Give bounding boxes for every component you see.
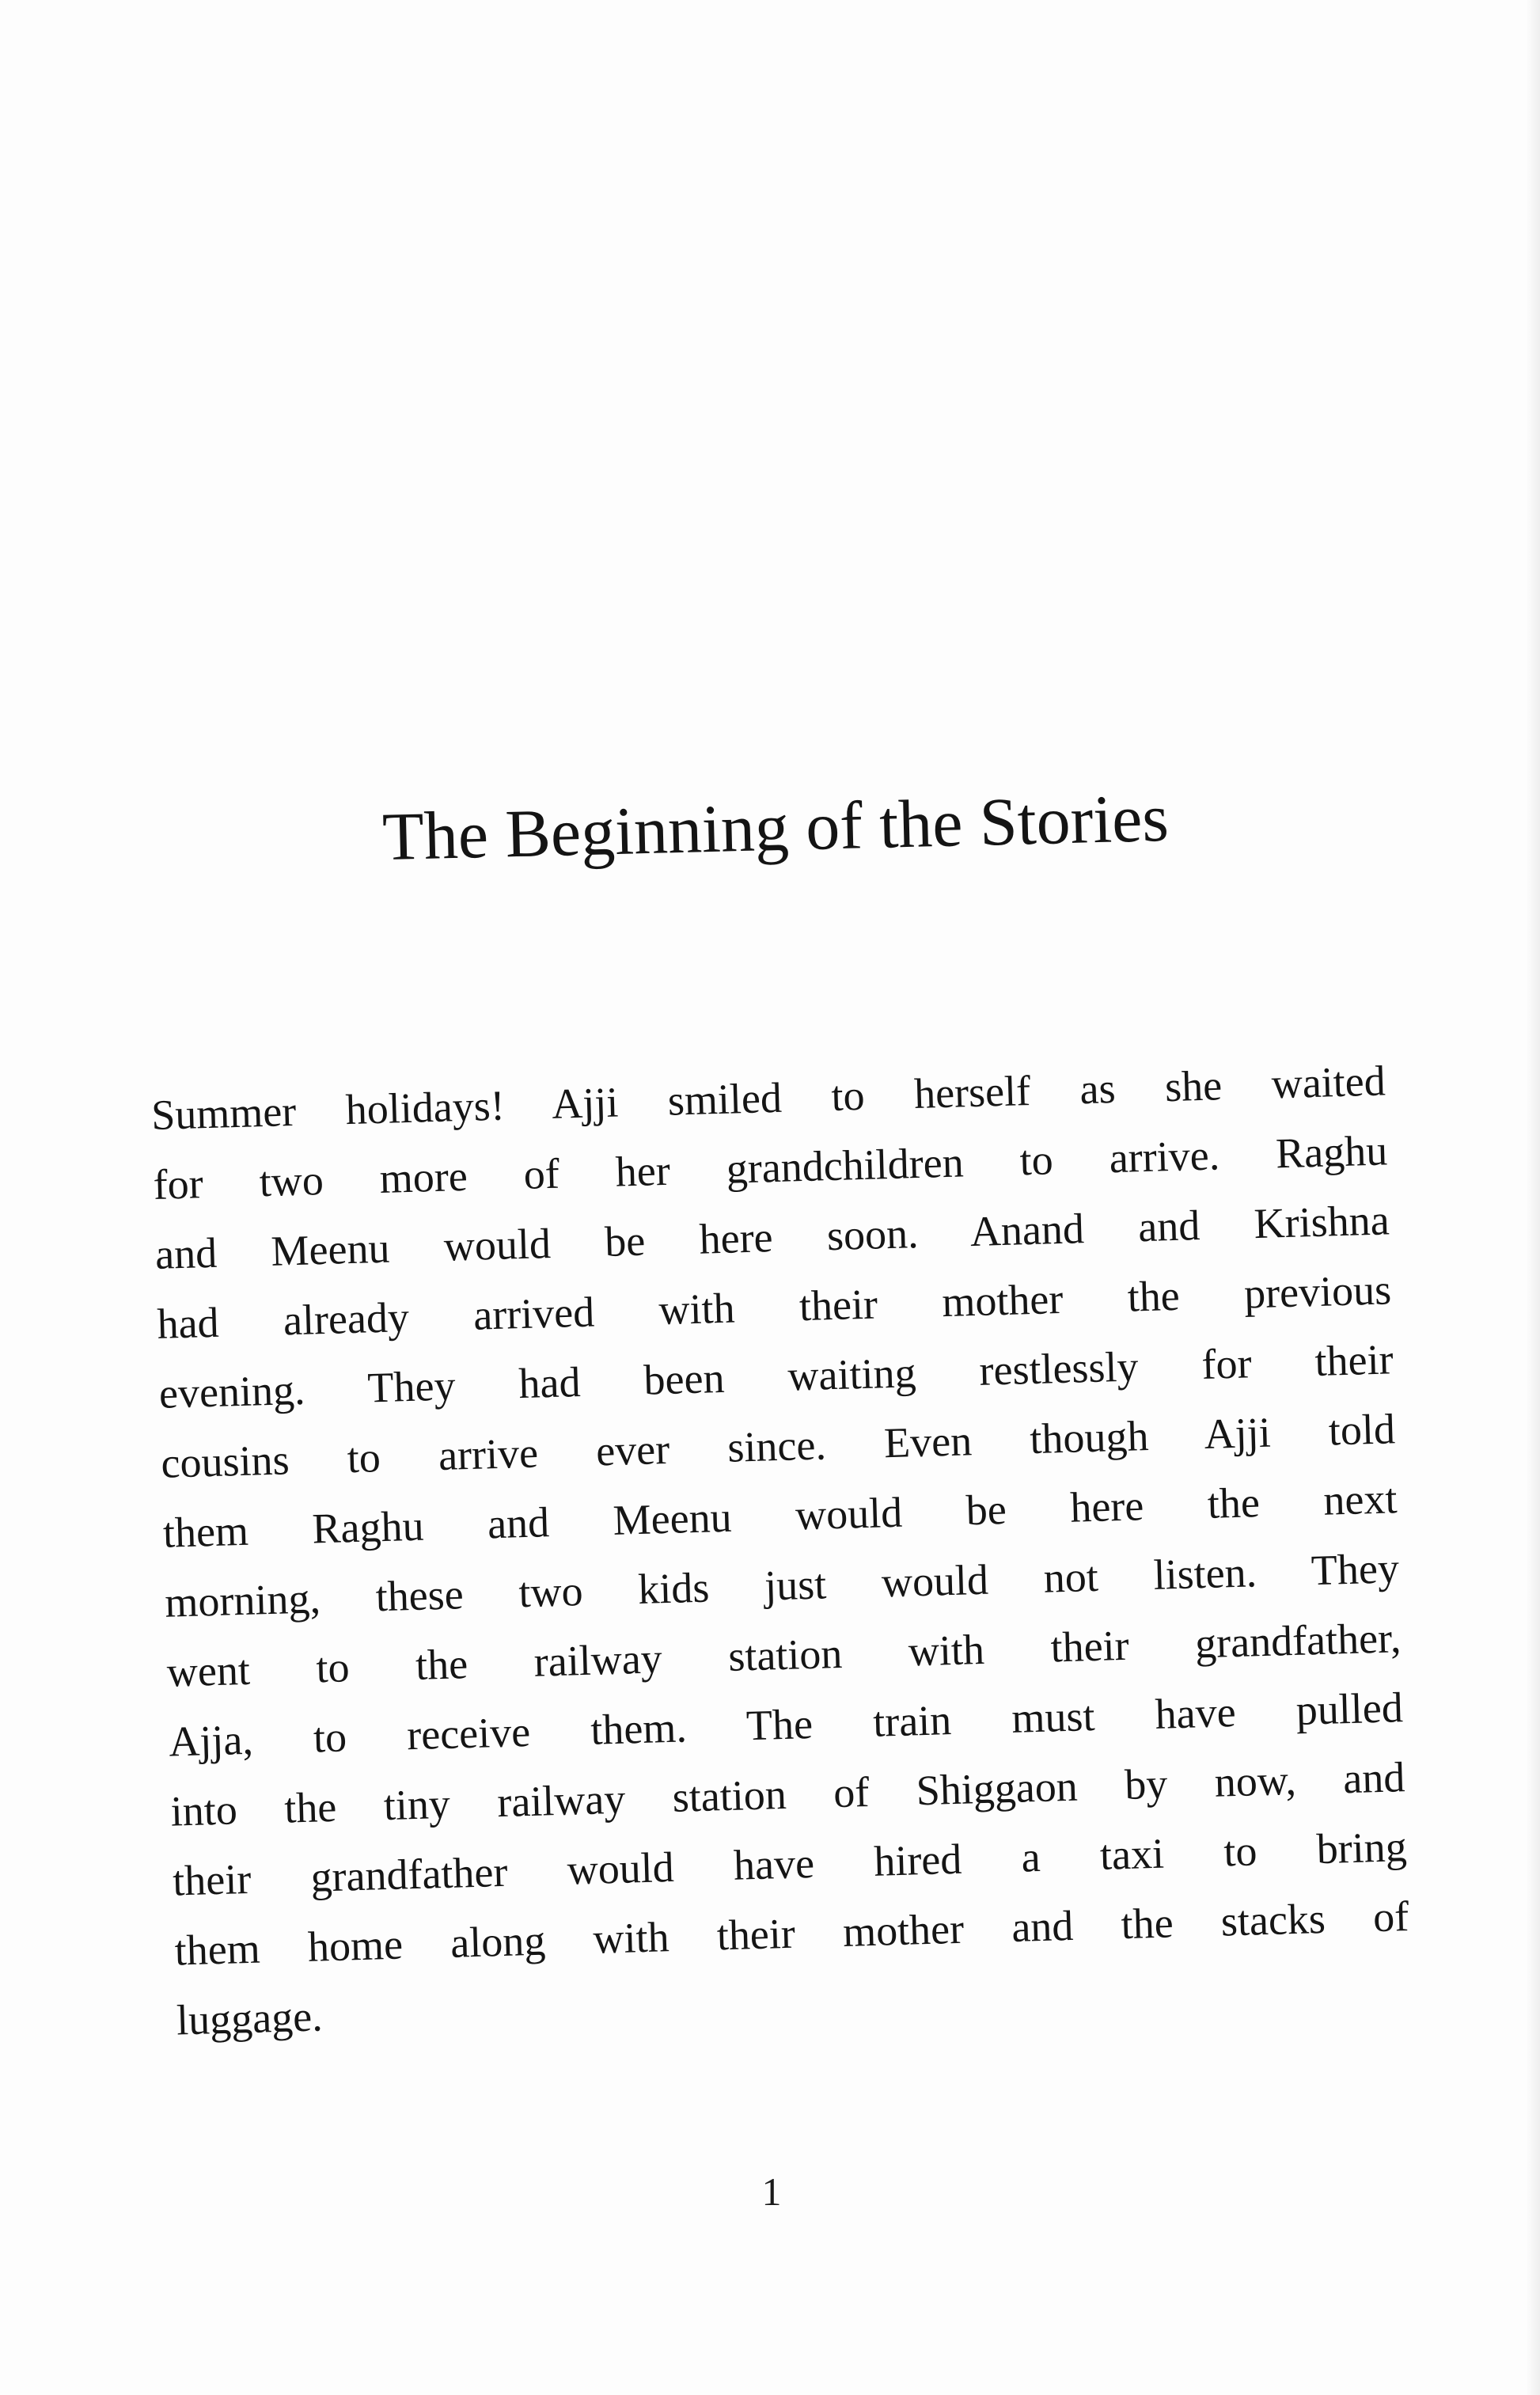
body-line: morning, these two kids just would not listen. They xyxy=(164,1544,1400,1626)
chapter-title: The Beginning of the Stories xyxy=(381,779,1170,875)
body-line: Ajja, to receive them. The train must have pulled xyxy=(168,1683,1404,1766)
page-edge-shadow xyxy=(1526,0,1540,2395)
body-line: had already arrived with their mother the previous xyxy=(156,1266,1392,1348)
body-line: Summer holidays! Ajji smiled to herself as she waited xyxy=(150,1057,1386,1139)
body-line: them Raghu and Meenu would be here the next xyxy=(162,1475,1398,1557)
body-line: evening. They had been waiting restlessly for their xyxy=(158,1335,1394,1418)
body-line: went to the railway station with their grandfather, xyxy=(166,1614,1402,1696)
body-line: into the tiny railway station of Shiggaon by now, and xyxy=(169,1753,1406,1835)
body-line: for two more of her grandchildren to arrive. Raghu xyxy=(152,1126,1388,1209)
body-line: cousins to arrive ever since. Even though Ajji told xyxy=(160,1405,1396,1487)
body-line: luggage. xyxy=(176,1992,324,2044)
body-line: them home along with their mother and the stacks of xyxy=(173,1892,1409,1975)
body-line: and Meenu would be here soon. Anand and Krishna xyxy=(154,1196,1390,1278)
body-line: their grandfather would have hired a taxi to bring xyxy=(172,1823,1408,1905)
chapter-body xyxy=(150,1046,1412,2055)
page-number: 1 xyxy=(761,2169,782,2214)
